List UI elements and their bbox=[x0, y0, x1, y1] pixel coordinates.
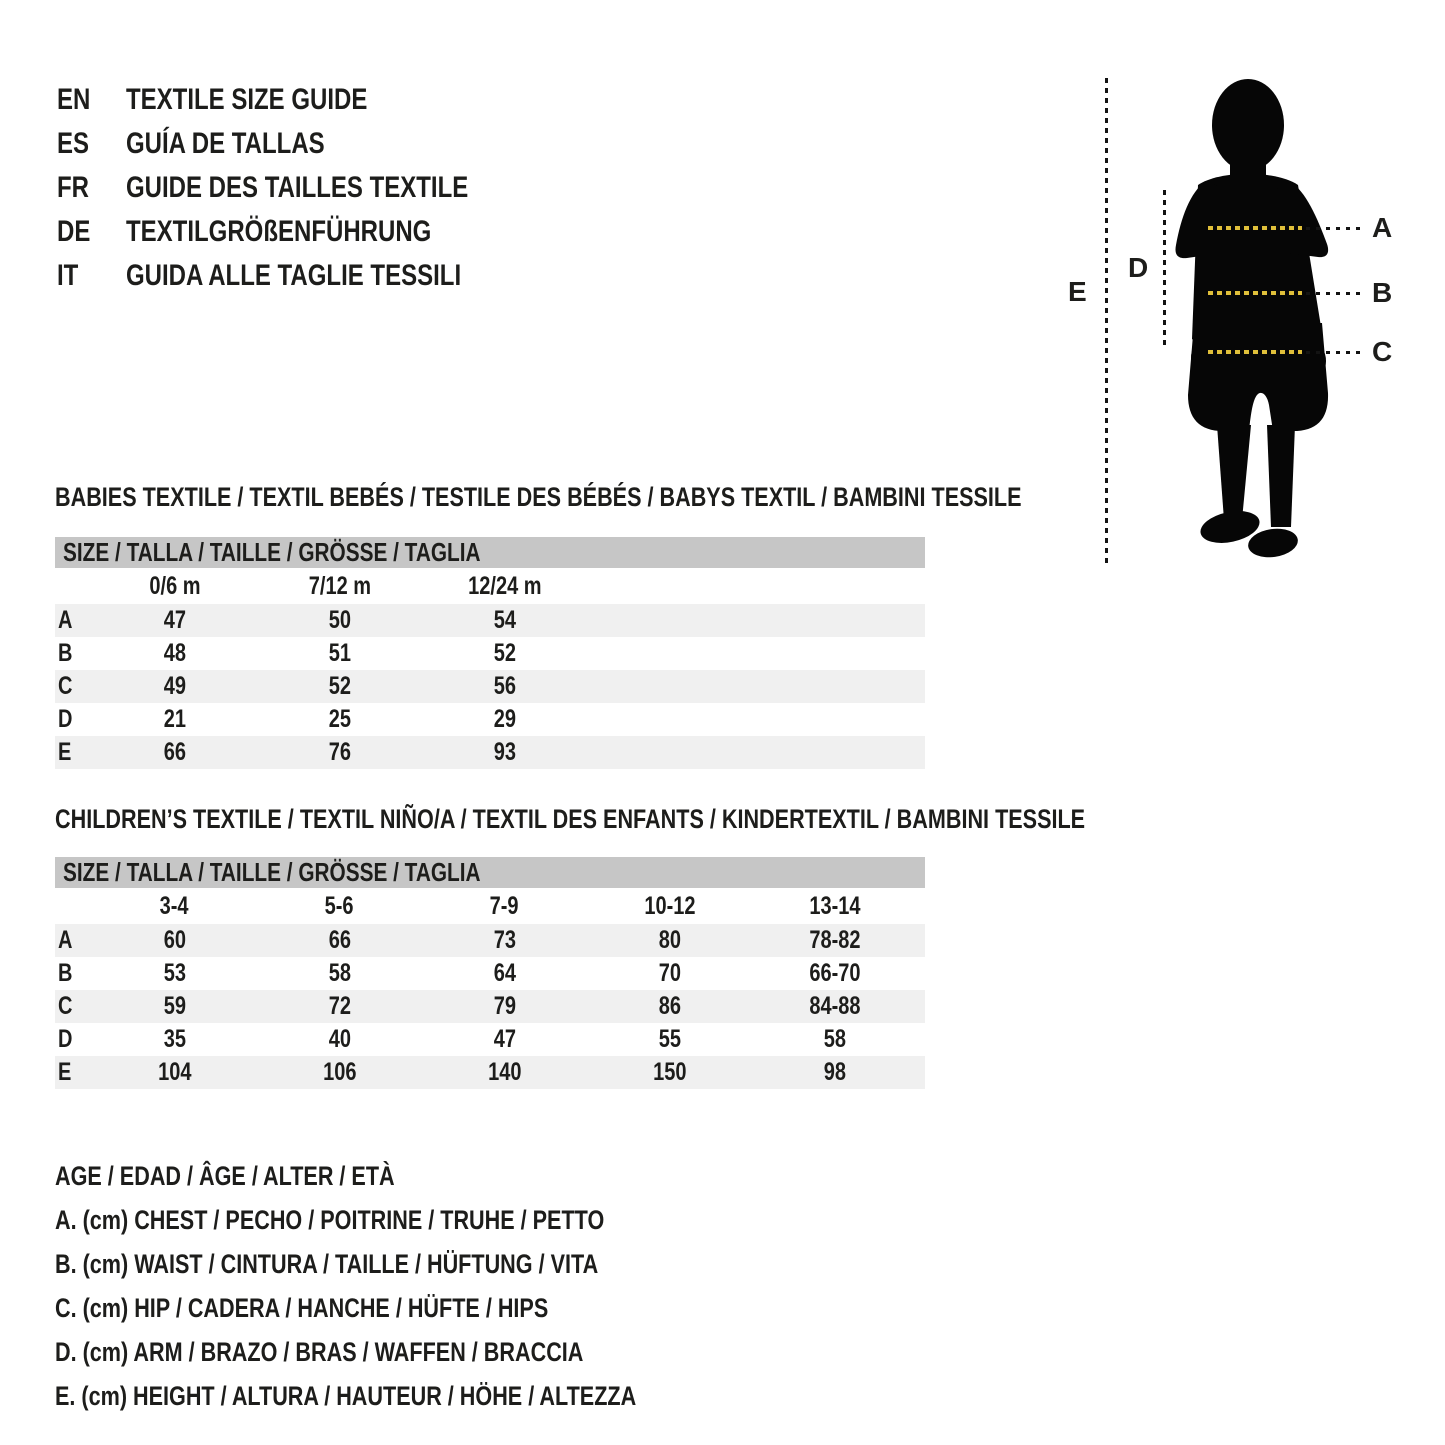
table-row bbox=[55, 703, 925, 736]
table-cell bbox=[752, 1058, 917, 1087]
table-cell-text: 66-70 bbox=[808, 959, 861, 987]
table-cell bbox=[257, 705, 422, 734]
table-row bbox=[55, 924, 925, 957]
table-row bbox=[55, 670, 925, 703]
waist-b-measure-line-dotted bbox=[1306, 292, 1362, 295]
table-cell bbox=[752, 1025, 917, 1054]
language-code-text: ES bbox=[57, 127, 90, 160]
legend-line-text: E. (cm) HEIGHT / ALTURA / HAUTEUR / HÖHE / ALTEZZA bbox=[55, 1380, 637, 1411]
children-section-heading bbox=[55, 806, 1343, 833]
legend-line-text: D. (cm) ARM / BRAZO / BRAS / WAFFEN / BRACCIA bbox=[55, 1336, 584, 1367]
table-cell-text: 55 bbox=[658, 1025, 681, 1053]
column-header-text: 5-6 bbox=[325, 891, 354, 920]
column-header-text: 7/12 m bbox=[308, 571, 371, 600]
children-size-header-bar bbox=[55, 857, 925, 888]
legend-line-text: C. (cm) HIP / CADERA / HANCHE / HÜFTE / HIPS bbox=[55, 1292, 549, 1323]
row-label bbox=[55, 992, 92, 1021]
children-section-heading-text: CHILDREN’S TEXTILE / TEXTIL NIÑO/A / TEXTIL DES ENFANTS / KINDERTEXTIL / BAMBINI TESSILE bbox=[55, 804, 1086, 834]
row-label bbox=[55, 705, 92, 734]
table-cell-text: 25 bbox=[328, 705, 351, 733]
row-label bbox=[55, 1025, 92, 1054]
row-label-text: B bbox=[58, 959, 73, 987]
table-cell-text: 58 bbox=[823, 1025, 846, 1053]
table-cell bbox=[257, 1025, 422, 1054]
table-cell bbox=[422, 738, 587, 767]
table-row bbox=[55, 957, 925, 990]
waist-b-measure-line-yellow bbox=[1208, 291, 1302, 295]
column-header bbox=[752, 892, 917, 921]
table-cell bbox=[92, 606, 257, 635]
row-label-text: E bbox=[58, 1058, 72, 1086]
figure-label-d: D bbox=[1128, 252, 1149, 283]
column-header bbox=[92, 572, 257, 601]
language-title bbox=[126, 83, 428, 117]
language-code bbox=[57, 83, 126, 117]
language-title-text: GUIDE DES TAILLES TEXTILE bbox=[126, 171, 469, 204]
table-cell-text: 60 bbox=[163, 926, 186, 954]
table-cell bbox=[92, 1058, 257, 1087]
table-cell bbox=[92, 705, 257, 734]
table-cell bbox=[92, 959, 257, 988]
table-cell-text: 47 bbox=[493, 1025, 516, 1053]
table-cell-text: 52 bbox=[328, 672, 351, 700]
language-row bbox=[57, 254, 554, 298]
table-cell-text: 106 bbox=[322, 1058, 357, 1086]
column-header bbox=[422, 572, 587, 601]
children-table-rows bbox=[55, 924, 925, 1089]
table-cell bbox=[257, 672, 422, 701]
table-row bbox=[55, 736, 925, 769]
table-cell bbox=[752, 926, 917, 955]
table-cell bbox=[587, 959, 752, 988]
children-column-header-row bbox=[55, 888, 925, 924]
babies-table-rows bbox=[55, 604, 925, 769]
table-cell bbox=[422, 672, 587, 701]
legend-line-text: A. (cm) CHEST / PECHO / POITRINE / TRUHE / PETTO bbox=[55, 1204, 605, 1235]
table-row bbox=[55, 990, 925, 1023]
table-cell bbox=[422, 1058, 587, 1087]
language-code-text: IT bbox=[57, 259, 79, 292]
language-title-text: TEXTILGRÖßENFÜHRUNG bbox=[126, 215, 432, 248]
table-cell-text: 40 bbox=[328, 1025, 351, 1053]
column-header-text: 10-12 bbox=[643, 891, 696, 920]
table-cell bbox=[422, 639, 587, 668]
language-code bbox=[57, 259, 126, 293]
table-cell bbox=[92, 639, 257, 668]
table-cell-text: 104 bbox=[157, 1058, 192, 1086]
language-code-text: EN bbox=[57, 83, 91, 116]
language-code-text: FR bbox=[57, 171, 89, 204]
column-header bbox=[587, 892, 752, 921]
table-cell bbox=[587, 992, 752, 1021]
figure-label-b: B bbox=[1372, 277, 1393, 308]
table-cell-text: 86 bbox=[658, 992, 681, 1020]
hip-c-measure-line-dotted bbox=[1306, 351, 1362, 354]
babies-section-heading bbox=[55, 484, 1263, 511]
table-cell-text: 59 bbox=[163, 992, 186, 1020]
table-cell bbox=[422, 992, 587, 1021]
row-label bbox=[55, 959, 92, 988]
row-label-text: C bbox=[58, 672, 73, 700]
language-title bbox=[126, 171, 554, 205]
table-cell bbox=[92, 672, 257, 701]
table-cell bbox=[587, 1025, 752, 1054]
row-label-text: C bbox=[58, 992, 73, 1020]
table-cell-text: 51 bbox=[328, 639, 351, 667]
table-cell-text: 79 bbox=[493, 992, 516, 1020]
legend-line-text: AGE / EDAD / ÂGE / ALTER / ETÀ bbox=[55, 1160, 395, 1191]
table-cell bbox=[92, 738, 257, 767]
column-header bbox=[422, 892, 587, 921]
table-row bbox=[55, 1056, 925, 1089]
language-code bbox=[57, 171, 126, 205]
table-cell bbox=[422, 1025, 587, 1054]
column-header-text: 13-14 bbox=[808, 891, 861, 920]
babies-section-heading-text: BABIES TEXTILE / TEXTIL BEBÉS / TESTILE DES BÉBÉS / BABYS TEXTIL / BAMBINI TESSILE bbox=[55, 482, 1022, 512]
language-title-text: TEXTILE SIZE GUIDE bbox=[126, 83, 368, 116]
table-cell-text: 70 bbox=[658, 959, 681, 987]
children-size-header-text: SIZE / TALLA / TAILLE / GRÖSSE / TAGLIA bbox=[63, 857, 481, 887]
column-header bbox=[257, 892, 422, 921]
table-cell bbox=[752, 959, 917, 988]
column-header-text: 0/6 m bbox=[148, 571, 201, 600]
table-cell bbox=[257, 606, 422, 635]
table-cell-text: 49 bbox=[163, 672, 186, 700]
babies-column-header-row bbox=[55, 568, 925, 604]
language-code bbox=[57, 127, 126, 161]
table-cell-text: 150 bbox=[652, 1058, 687, 1086]
table-cell bbox=[587, 926, 752, 955]
table-cell-text: 64 bbox=[493, 959, 516, 987]
row-label bbox=[55, 606, 92, 635]
table-cell-text: 53 bbox=[163, 959, 186, 987]
language-title-list bbox=[57, 78, 554, 298]
language-row bbox=[57, 166, 554, 210]
table-cell bbox=[257, 959, 422, 988]
table-cell bbox=[422, 926, 587, 955]
table-cell-text: 21 bbox=[163, 705, 186, 733]
table-cell-text: 56 bbox=[493, 672, 516, 700]
table-cell-text: 66 bbox=[328, 926, 351, 954]
column-header-text: 7-9 bbox=[490, 891, 519, 920]
legend-line bbox=[55, 1330, 781, 1374]
table-cell bbox=[257, 992, 422, 1021]
table-cell bbox=[752, 992, 917, 1021]
babies-size-header-text: SIZE / TALLA / TAILLE / GRÖSSE / TAGLIA bbox=[63, 537, 481, 567]
table-cell-text: 35 bbox=[163, 1025, 186, 1053]
row-label-text: B bbox=[58, 639, 73, 667]
table-cell-text: 29 bbox=[493, 705, 516, 733]
legend-line bbox=[55, 1198, 781, 1242]
language-title bbox=[126, 259, 545, 293]
table-cell-text: 84-88 bbox=[808, 992, 861, 1020]
column-header bbox=[92, 892, 257, 921]
table-cell-text: 80 bbox=[658, 926, 681, 954]
row-label bbox=[55, 672, 92, 701]
babies-size-table bbox=[55, 537, 925, 769]
table-cell bbox=[587, 1058, 752, 1087]
table-row bbox=[55, 1023, 925, 1056]
legend-line bbox=[55, 1242, 781, 1286]
table-cell-text: 78-82 bbox=[808, 926, 861, 954]
table-cell-text: 50 bbox=[328, 606, 351, 634]
table-cell bbox=[257, 738, 422, 767]
legend-line bbox=[55, 1374, 781, 1418]
language-title-text: GUÍA DE TALLAS bbox=[126, 127, 325, 160]
table-cell bbox=[257, 639, 422, 668]
children-size-table bbox=[55, 857, 925, 1089]
table-cell-text: 54 bbox=[493, 606, 516, 634]
table-cell bbox=[92, 1025, 257, 1054]
table-cell-text: 72 bbox=[328, 992, 351, 1020]
table-cell-text: 98 bbox=[823, 1058, 846, 1086]
table-cell-text: 73 bbox=[493, 926, 516, 954]
table-row bbox=[55, 604, 925, 637]
figure-label-e: E bbox=[1068, 276, 1087, 307]
table-row bbox=[55, 637, 925, 670]
language-code-text: DE bbox=[57, 215, 91, 248]
legend-line bbox=[55, 1286, 781, 1330]
figure-label-a: A bbox=[1372, 212, 1393, 243]
row-label-text: A bbox=[58, 606, 73, 634]
row-label-text: D bbox=[58, 1025, 73, 1053]
chest-a-measure-line-dotted bbox=[1306, 227, 1362, 230]
row-label bbox=[55, 1058, 92, 1087]
figure-label-c: C bbox=[1372, 336, 1393, 367]
row-label-text: E bbox=[58, 738, 72, 766]
language-row bbox=[57, 210, 554, 254]
language-row bbox=[57, 122, 554, 166]
legend-line-text: B. (cm) WAIST / CINTURA / TAILLE / HÜFTUNG / VITA bbox=[55, 1248, 599, 1279]
language-code bbox=[57, 215, 126, 249]
arm-d-measure-line bbox=[1163, 190, 1166, 345]
table-cell-text: 93 bbox=[493, 738, 516, 766]
column-header-text: 3-4 bbox=[160, 891, 189, 920]
row-label bbox=[55, 926, 92, 955]
hip-c-measure-line-yellow bbox=[1208, 350, 1302, 354]
table-cell bbox=[257, 926, 422, 955]
table-cell bbox=[422, 959, 587, 988]
measurement-legend bbox=[55, 1154, 781, 1418]
language-title bbox=[126, 215, 508, 249]
language-title bbox=[126, 127, 374, 161]
table-cell-text: 58 bbox=[328, 959, 351, 987]
table-cell bbox=[422, 606, 587, 635]
babies-size-header-bar bbox=[55, 537, 925, 568]
column-header-text: 12/24 m bbox=[467, 571, 542, 600]
column-header bbox=[257, 572, 422, 601]
table-cell bbox=[92, 926, 257, 955]
chest-a-measure-line-yellow bbox=[1208, 226, 1302, 230]
language-title-text: GUIDA ALLE TAGLIE TESSILI bbox=[126, 259, 462, 292]
table-cell-text: 76 bbox=[328, 738, 351, 766]
table-cell-text: 47 bbox=[163, 606, 186, 634]
legend-line bbox=[55, 1154, 781, 1198]
row-label bbox=[55, 639, 92, 668]
row-label-text: A bbox=[58, 926, 73, 954]
table-cell-text: 140 bbox=[487, 1058, 522, 1086]
row-label bbox=[55, 738, 92, 767]
table-cell bbox=[257, 1058, 422, 1087]
table-cell bbox=[422, 705, 587, 734]
table-cell bbox=[92, 992, 257, 1021]
table-cell-text: 48 bbox=[163, 639, 186, 667]
table-cell-text: 52 bbox=[493, 639, 516, 667]
language-row bbox=[57, 78, 554, 122]
row-label-text: D bbox=[58, 705, 73, 733]
table-cell-text: 66 bbox=[163, 738, 186, 766]
